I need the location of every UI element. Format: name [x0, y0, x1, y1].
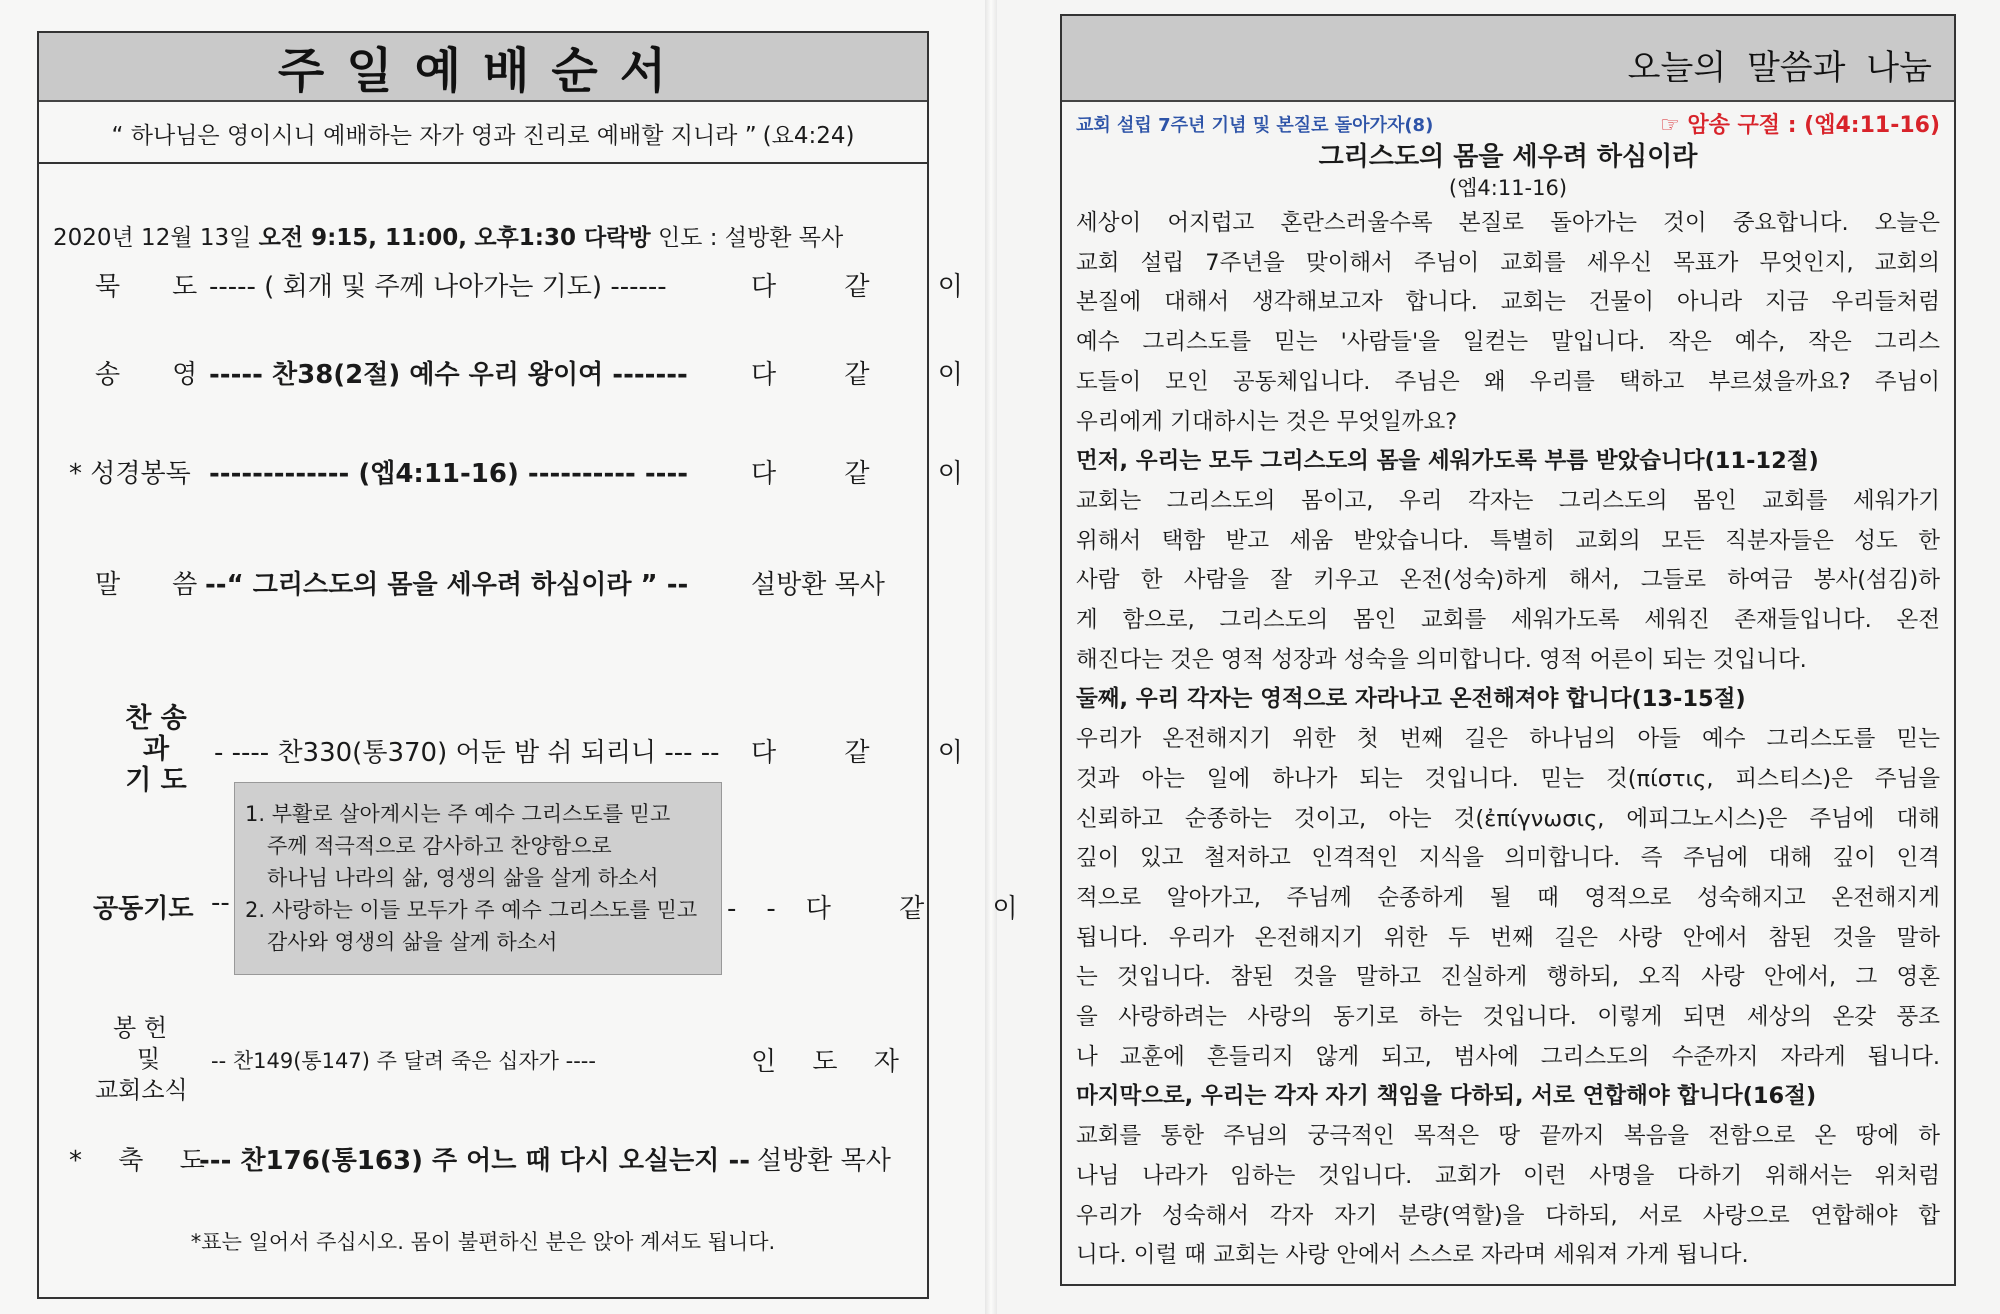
- body-line: 위해서 택함 받고 세움 받았습니다. 특별히 교회의 모든 직분자들은 성도 한: [1076, 527, 1940, 554]
- body-line: 우리가 온전해지기 위한 첫 번째 길은 하나님의 아들 예수 그리스도를 믿는: [1076, 726, 1940, 753]
- memory-verse: ☞ 암송 구절 : (엡4:11-16): [1660, 113, 1940, 138]
- service-date: 2020년 12월 13일: [53, 225, 252, 251]
- sermon-header: [1062, 16, 1954, 102]
- body-line: 는 것입니다. 참된 것을 말하고 진실하게 행하되, 오직 사랑 안에서, 그 영혼: [1076, 964, 1940, 991]
- sermon-body: [1076, 204, 1940, 1276]
- body-heading: 마지막으로, 우리는 각자 자기 책임을 다하되, 서로 연합해야 합니다(16절): [1076, 1083, 1817, 1110]
- body-line: 나님 나라가 임하는 것입니다. 교회가 이런 사명을 다하기 위해서는 위처럼: [1076, 1162, 1940, 1189]
- body-line: 본질에 대해서 생각해보고자 합니다. 교회는 건물이 아니라 지금 우리들처럼: [1076, 289, 1940, 316]
- body-line: 우리에게 기대하시는 것은 무엇일까요?: [1076, 408, 1458, 435]
- worship-order-panel: [37, 31, 1048, 1299]
- standing-note: *표는 일어서 주십시오. 몸이 불편하신 분은 앉아 계셔도 됩니다.: [190, 1230, 776, 1254]
- body-line: 을 사랑하려는 사랑의 동기로 하는 것입니다. 이렇게 되면 세상의 온갖 풍조: [1076, 1004, 1940, 1031]
- order-leader: 다 같 이: [751, 272, 993, 302]
- page-fold: [985, 0, 997, 1314]
- order-content: ----- ( 회개 및 주께 나아가는 기도) ------: [209, 272, 667, 302]
- body-line: 됩니다. 우리가 온전해지기 위한 두 번째 길은 사랑 안에서 참된 것을 말하: [1076, 924, 1940, 951]
- label-line: 찬 송: [125, 703, 187, 734]
- body-heading: 먼저, 우리는 모두 그리스도의 몸을 세워가도록 부름 받았습니다(11-12절): [1076, 448, 1819, 475]
- theme-verse-ref: (요4:24): [762, 122, 855, 149]
- body-line: 교회를 통한 주님의 궁극적인 목적은 땅 끝까지 복음을 전함으로 온 땅에 하: [1076, 1123, 1940, 1150]
- label-line: 및: [137, 1045, 161, 1073]
- order-content: - ---- 찬330(통370) 어둔 밤 쉬 되리니 --- --: [214, 738, 720, 768]
- order-label-offering: [95, 1013, 213, 1106]
- order-label-hymn-prayer: [101, 703, 211, 796]
- service-info: [53, 219, 923, 252]
- body-line: 게 함으로, 그리스도의 몸인 교회를 세워가도록 세워진 존재들입니다. 온전: [1076, 607, 1940, 634]
- common-prayer-box: [234, 782, 722, 975]
- prayer-line: 감사와 영생의 삶을 살게 하소서: [267, 930, 558, 954]
- divider: [39, 162, 927, 164]
- order-label: * 성경봉독: [69, 459, 191, 489]
- order-content: --: [211, 888, 230, 918]
- body-line: 적으로 알아가고, 주님께 순종하게 될 때 영적으로 성숙해지고 온전해지게: [1076, 884, 1940, 911]
- order-leader: 인 도 자: [751, 1047, 913, 1077]
- body-line: 나 교훈에 흔들리지 않게 되고, 범사에 그리스도의 수준까지 자라게 됩니다.: [1076, 1043, 1940, 1070]
- order-label: 공동기도: [93, 894, 194, 924]
- body-line: 것과 아는 일에 하나가 되는 것입니다. 믿는 것(πίστις, 피스티스)은 주님을: [1076, 765, 1940, 792]
- body-line: 사람 한 사람을 잘 키우고 온전(성숙)하게 해서, 그들로 하여금 봉사(섬김)하: [1076, 567, 1940, 594]
- order-content: --“ 그리스도의 몸을 세우려 하심이라 ” --: [205, 570, 689, 600]
- order-leader: 다 같 이: [751, 738, 993, 768]
- body-line: 깊이 있고 철저하고 인격적인 지식을 의미합니다. 즉 주님에 대해 깊이 인격: [1076, 845, 1940, 872]
- body-line: 예수 그리스도를 믿는 '사람들'을 일컫는 말입니다. 작은 예수, 작은 그리스: [1076, 329, 1940, 356]
- order-label: 송영: [95, 360, 250, 390]
- theme-verse: [39, 104, 927, 162]
- prayer-line: 2. 사랑하는 이들 모두가 주 예수 그리스도를 믿고: [245, 898, 698, 922]
- service-leader: 인도 : 설방환 목사: [657, 225, 844, 251]
- order-label: 말씀: [95, 570, 250, 600]
- order-leader: --다 같 이: [727, 894, 1048, 924]
- order-content: ----- 찬38(2절) 예수 우리 왕이여 -------: [209, 360, 688, 390]
- body-heading: 둘째, 우리 각자는 영적으로 자라나고 온전해져야 합니다(13-15절): [1076, 686, 1746, 713]
- body-line: 신뢰하고 순종하는 것이고, 아는 것(ἐπίγνωσις, 에피그노시스)은 주님에 대해: [1076, 805, 1940, 832]
- order-leader: 다 같 이: [751, 360, 993, 390]
- worship-order-header: [39, 33, 927, 102]
- service-times: 오전 9:15, 11:00,: [258, 225, 468, 251]
- theme-verse-text: “ 하나님은 영이시니 예배하는 자가 영과 진리로 예배할 지니라 ”: [111, 122, 757, 149]
- order-label: 묵도: [95, 272, 250, 302]
- prayer-line: 1. 부활로 살아계시는 주 예수 그리스도를 믿고: [245, 802, 671, 826]
- label-line: 기 도: [125, 765, 187, 796]
- body-line: 니다. 이럴 때 교회는 사랑 안에서 스스로 자라며 세워져 가게 됩니다.: [1076, 1242, 1749, 1269]
- order-leader: 설방환 목사: [757, 1146, 891, 1176]
- order-content: --- 찬176(통163) 주 어느 때 다시 오실는지 --: [199, 1146, 751, 1176]
- order-label: * 축 도: [69, 1146, 205, 1176]
- sermon-title: 그리스도의 몸을 세우려 하심이라: [1318, 142, 1698, 172]
- body-line: 해진다는 것은 영적 성장과 성숙을 의미합니다. 영적 어른이 되는 것입니다.: [1076, 646, 1807, 673]
- order-content: ------------- (엡4:11-16) ---------- ----: [209, 459, 689, 489]
- prayer-line: 주께 적극적으로 감사하고 찬양함으로: [267, 834, 612, 858]
- body-line: 세상이 어지럽고 혼란스러울수록 본질로 돌아가는 것이 중요합니다. 오늘은: [1076, 210, 1940, 236]
- sermon-section-title: 오늘의 말씀과 나눔: [1627, 48, 1932, 88]
- body-line: 우리가 성숙해서 각자 자기 분량(역할)을 다하되, 서로 사랑으로 연합해야 합: [1076, 1202, 1940, 1229]
- body-line: 도들이 모인 공동체입니다. 주님은 왜 우리를 택하고 부르셨을까요? 주님이: [1076, 368, 1940, 395]
- sermon-series: 교회 설립 7주년 기념 및 본질로 돌아가자(8): [1076, 115, 1434, 136]
- worship-order-title: 주일예배순서: [277, 43, 689, 99]
- prayer-line: 하나님 나라의 삶, 영생의 삶을 살게 하소서: [267, 866, 659, 890]
- order-content: -- 찬149(통147) 주 달려 죽은 십자가 ----: [211, 1049, 596, 1073]
- sermon-reference: (엡4:11-16): [1448, 176, 1568, 200]
- label-line: 봉 헌: [113, 1014, 167, 1042]
- service-times-pm: 오후1:30 다락방: [474, 225, 651, 251]
- sermon-panel: [1060, 14, 1956, 1286]
- order-leader: 다 같 이: [751, 459, 993, 489]
- body-line: 교회 설립 7주년을 맞이해서 주님이 교회를 세우신 목표가 무엇인지, 교회의: [1076, 249, 1940, 276]
- body-line: 교회는 그리스도의 몸이고, 우리 각자는 그리스도의 몸인 교회를 세워가기: [1076, 487, 1940, 514]
- label-line: 교회소식: [95, 1076, 188, 1104]
- order-leader: 설방환 목사: [751, 570, 885, 600]
- label-line: 과: [142, 734, 170, 765]
